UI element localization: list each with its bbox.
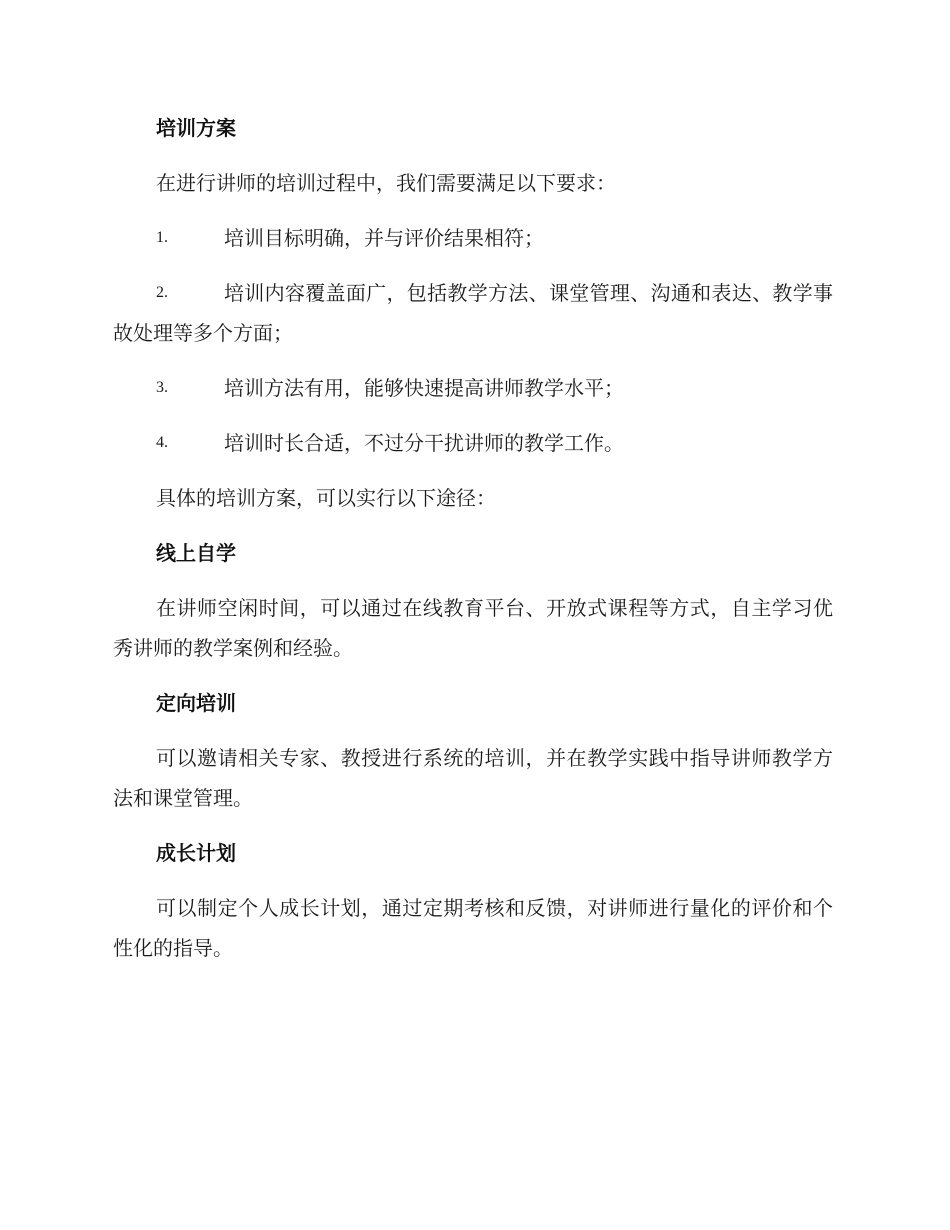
approach-intro-paragraph: 具体的培训方案，可以实行以下途径： — [156, 486, 496, 510]
document-title: 培训方案 — [156, 116, 236, 140]
list-item — [113, 368, 833, 408]
section-heading-targeted-training: 定向培训 — [156, 691, 236, 715]
section-body-online-study: 在讲师空闲时间，可以通过在线教育平台、开放式课程等方式，自主学习优秀讲师的教学案例和经验。 — [113, 596, 833, 660]
list-item-text: 培训方法有用，能够快速提高讲师教学水平； — [224, 376, 624, 400]
list-number: 4. — [156, 434, 168, 451]
document-body — [113, 108, 833, 983]
section-heading-growth-plan: 成长计划 — [156, 841, 236, 865]
section-body-growth-plan: 可以制定个人成长计划，通过定期考核和反馈，对讲师进行量化的评价和个性化的指导。 — [113, 896, 833, 960]
section-heading-online-study: 线上自学 — [156, 541, 236, 565]
list-item-text: 培训目标明确，并与评价结果相符； — [224, 226, 544, 250]
list-number: 3. — [156, 379, 168, 396]
list-item — [113, 273, 833, 353]
list-item-text: 培训内容覆盖面广，包括教学方法、课堂管理、沟通和表达、教学事故处理等多个方面； — [113, 281, 833, 345]
list-number: 1. — [156, 229, 168, 246]
intro-paragraph: 在进行讲师的培训过程中，我们需要满足以下要求： — [156, 171, 616, 195]
list-item-text: 培训时长合适，不过分干扰讲师的教学工作。 — [224, 431, 624, 455]
list-item — [113, 423, 833, 463]
section-body-targeted-training: 可以邀请相关专家、教授进行系统的培训，并在教学实践中指导讲师教学方法和课堂管理。 — [113, 746, 833, 810]
list-item — [113, 218, 833, 258]
list-number: 2. — [156, 284, 168, 301]
